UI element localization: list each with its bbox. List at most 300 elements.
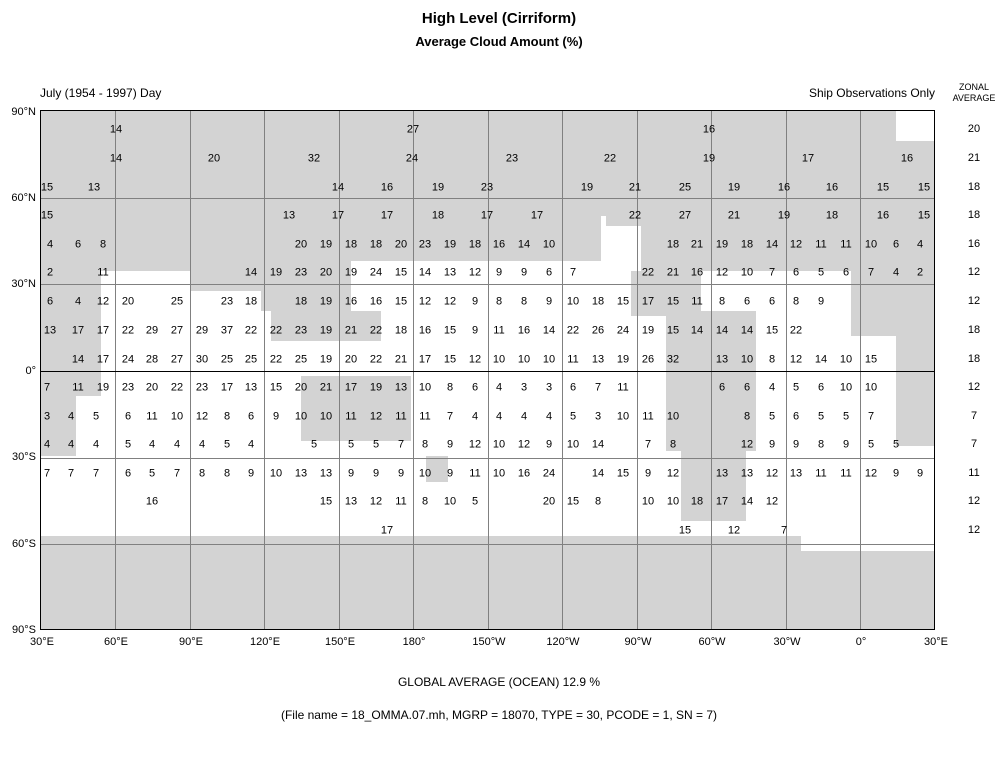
- zonal-average-value: 12: [967, 524, 981, 536]
- cloud-amount-cell: 15: [443, 324, 457, 337]
- xlabel-30E-right: 30°E: [924, 636, 948, 648]
- cloud-amount-cell: 24: [405, 152, 419, 165]
- cloud-amount-cell: 12: [727, 524, 741, 537]
- cloud-amount-cell: 7: [43, 381, 51, 394]
- cloud-amount-cell: 10: [492, 467, 506, 480]
- cloud-amount-cell: 12: [740, 438, 754, 451]
- zonal-average-value: 18: [967, 181, 981, 193]
- cloud-amount-cell: 10: [740, 353, 754, 366]
- cloud-amount-cell: 17: [418, 353, 432, 366]
- cloud-amount-cell: 14: [109, 123, 123, 136]
- cloud-amount-cell: 18: [591, 295, 605, 308]
- cloud-amount-cell: 12: [517, 438, 531, 451]
- cloud-amount-cell: 11: [493, 324, 505, 337]
- cloud-amount-cell: 14: [591, 467, 605, 480]
- ylabel-30N: 30°N: [11, 278, 36, 290]
- xlabel-60W: 60°W: [698, 636, 726, 648]
- cloud-amount-cell: 17: [344, 381, 358, 394]
- cloud-amount-cell: 9: [495, 266, 503, 279]
- cloud-amount-cell: 9: [644, 467, 652, 480]
- cloud-amount-cell: 8: [446, 381, 454, 394]
- cloud-amount-cell: 23: [294, 324, 308, 337]
- gridline-lat-60N: [41, 198, 934, 199]
- cloud-amount-cell: 24: [542, 467, 556, 480]
- cloud-amount-cell: 18: [394, 324, 408, 337]
- cloud-amount-cell: 17: [96, 353, 110, 366]
- cloud-amount-cell: 9: [471, 324, 479, 337]
- cloud-amount-cell: 12: [195, 410, 209, 423]
- cloud-amount-cell: 12: [418, 295, 432, 308]
- cloud-amount-cell: 4: [471, 410, 479, 423]
- period-label: July (1954 - 1997) Day: [40, 86, 162, 100]
- cloud-amount-cell: 18: [740, 238, 754, 251]
- zonal-average-value: 18: [967, 209, 981, 221]
- cloud-amount-cell: 22: [628, 209, 642, 222]
- cloud-amount-cell: 12: [864, 467, 878, 480]
- cloud-amount-cell: 6: [792, 266, 800, 279]
- cloud-amount-cell: 22: [369, 324, 383, 337]
- cloud-amount-cell: 14: [418, 266, 432, 279]
- cloud-amount-cell: 7: [867, 266, 875, 279]
- cloud-amount-cell: 7: [569, 266, 577, 279]
- cloud-amount-cell: 7: [594, 381, 602, 394]
- zonal-average-value: 20: [967, 123, 981, 135]
- cloud-amount-cell: 11: [395, 410, 407, 423]
- cloud-amount-cell: 6: [569, 381, 577, 394]
- cloud-amount-cell: 4: [67, 410, 75, 423]
- cloud-amount-cell: 14: [814, 353, 828, 366]
- cloud-amount-cell: 4: [148, 438, 156, 451]
- cloud-amount-cell: 19: [616, 353, 630, 366]
- cloud-amount-cell: 8: [817, 438, 825, 451]
- cloud-amount-cell: 27: [170, 324, 184, 337]
- cloud-amount-cell: 18: [468, 238, 482, 251]
- gridline-lon-120W: [562, 111, 563, 629]
- cloud-amount-cell: 13: [294, 467, 308, 480]
- cloud-amount-cell: 17: [801, 152, 815, 165]
- cloud-amount-cell: 16: [517, 324, 531, 337]
- cloud-amount-cell: 10: [641, 495, 655, 508]
- cloud-amount-cell: 14: [765, 238, 779, 251]
- cloud-amount-cell: 32: [307, 152, 321, 165]
- xlabel-0: 0°: [855, 636, 867, 648]
- cloud-amount-cell: 5: [372, 438, 380, 451]
- cloud-amount-cell: 17: [380, 524, 394, 537]
- cloud-amount-cell: 15: [443, 353, 457, 366]
- page-subtitle: Average Cloud Amount (%): [415, 34, 583, 49]
- cloud-amount-cell: 10: [864, 381, 878, 394]
- cloud-amount-cell: 9: [768, 438, 776, 451]
- cloud-amount-cell: 23: [294, 266, 308, 279]
- cloud-amount-cell: 11: [146, 410, 158, 423]
- cloud-amount-cell: 15: [319, 495, 333, 508]
- ylabel-60N: 60°N: [11, 192, 36, 204]
- cloud-amount-cell: 6: [124, 410, 132, 423]
- cloud-amount-cell: 10: [864, 238, 878, 251]
- zonal-average-value: 11: [968, 467, 980, 479]
- cloud-amount-cell: 4: [74, 295, 82, 308]
- cloud-amount-cell: 8: [99, 238, 107, 251]
- xlabel-60E: 60°E: [104, 636, 128, 648]
- cloud-amount-cell: 10: [418, 467, 432, 480]
- cloud-amount-cell: 12: [468, 266, 482, 279]
- cloud-amount-cell: 10: [666, 410, 680, 423]
- land-india: [191, 231, 261, 291]
- cloud-amount-cell: 21: [319, 381, 333, 394]
- global-average-label: GLOBAL AVERAGE (OCEAN) 12.9 %: [397, 675, 601, 689]
- cloud-amount-cell: 5: [817, 410, 825, 423]
- cloud-amount-cell: 8: [669, 438, 677, 451]
- cloud-amount-cell: 4: [520, 410, 528, 423]
- cloud-amount-cell: 20: [121, 295, 135, 308]
- cloud-amount-cell: 12: [715, 266, 729, 279]
- cloud-amount-cell: 30: [195, 353, 209, 366]
- cloud-amount-cell: 20: [394, 238, 408, 251]
- cloud-amount-cell: 25: [294, 353, 308, 366]
- cloud-amount-cell: 11: [97, 266, 109, 279]
- cloud-amount-cell: 15: [269, 381, 283, 394]
- cloud-amount-cell: 9: [397, 467, 405, 480]
- land-southamerica-2: [681, 341, 746, 521]
- cloud-amount-cell: 12: [789, 238, 803, 251]
- cloud-amount-cell: 16: [900, 152, 914, 165]
- cloud-amount-cell: 6: [471, 381, 479, 394]
- cloud-amount-cell: 16: [380, 181, 394, 194]
- cloud-amount-cell: 22: [170, 381, 184, 394]
- gridline-lon-90E: [190, 111, 191, 629]
- cloud-amount-cell: 4: [46, 238, 54, 251]
- cloud-amount-cell: 17: [641, 295, 655, 308]
- cloud-amount-cell: 10: [517, 353, 531, 366]
- gridline-lon-120E: [264, 111, 265, 629]
- cloud-amount-cell: 16: [145, 495, 159, 508]
- cloud-amount-cell: 14: [542, 324, 556, 337]
- cloud-amount-cell: 4: [43, 438, 51, 451]
- cloud-amount-cell: 18: [431, 209, 445, 222]
- cloud-amount-cell: 9: [247, 467, 255, 480]
- cloud-amount-cell: 10: [294, 410, 308, 423]
- cloud-amount-cell: 10: [542, 353, 556, 366]
- cloud-amount-cell: 29: [145, 324, 159, 337]
- cloud-amount-cell: 25: [244, 353, 258, 366]
- cloud-amount-cell: 16: [344, 295, 358, 308]
- cloud-amount-cell: 9: [545, 295, 553, 308]
- cloud-amount-cell: 23: [480, 181, 494, 194]
- cloud-amount-cell: 19: [580, 181, 594, 194]
- cloud-amount-cell: 3: [545, 381, 553, 394]
- cloud-amount-cell: 9: [446, 438, 454, 451]
- zonal-average-value: 12: [967, 295, 981, 307]
- cloud-amount-cell: 21: [666, 266, 680, 279]
- cloud-amount-cell: 20: [319, 266, 333, 279]
- gridline-lon-60E: [115, 111, 116, 629]
- cloud-amount-cell: 7: [173, 467, 181, 480]
- gridline-lat-30N: [41, 284, 934, 285]
- cloud-amount-cell: 15: [394, 266, 408, 279]
- cloud-amount-cell: 20: [294, 238, 308, 251]
- cloud-amount-cell: 15: [616, 295, 630, 308]
- cloud-amount-cell: 19: [319, 353, 333, 366]
- cloud-amount-cell: 19: [96, 381, 110, 394]
- cloud-amount-cell: 22: [269, 353, 283, 366]
- cloud-amount-cell: 23: [220, 295, 234, 308]
- xlabel-150W: 150°W: [472, 636, 506, 648]
- gridline-lon-0: [860, 111, 861, 629]
- cloud-amount-cell: 12: [96, 295, 110, 308]
- cloud-amount-cell: 9: [792, 438, 800, 451]
- xlabel-90E: 90°E: [179, 636, 203, 648]
- cloud-amount-cell: 27: [406, 123, 420, 136]
- cloud-amount-cell: 19: [443, 238, 457, 251]
- cloud-amount-cell: 8: [421, 495, 429, 508]
- cloud-amount-cell: 6: [46, 295, 54, 308]
- cloud-amount-cell: 11: [815, 467, 827, 480]
- ylabel-0: 0°: [25, 365, 36, 377]
- cloud-amount-cell: 12: [666, 467, 680, 480]
- cloud-amount-cell: 12: [369, 410, 383, 423]
- cloud-amount-cell: 8: [223, 467, 231, 480]
- cloud-amount-cell: 8: [594, 495, 602, 508]
- cloud-amount-cell: 5: [124, 438, 132, 451]
- cloud-amount-cell: 8: [768, 353, 776, 366]
- cloud-amount-cell: 7: [446, 410, 454, 423]
- cloud-amount-cell: 13: [87, 181, 101, 194]
- zonal-average-value: 7: [970, 438, 978, 450]
- zonal-average-value: 12: [967, 381, 981, 393]
- cloud-amount-cell: 18: [690, 495, 704, 508]
- cloud-amount-cell: 29: [195, 324, 209, 337]
- cloud-amount-cell: 9: [471, 295, 479, 308]
- cloud-amount-cell: 9: [842, 438, 850, 451]
- cloud-amount-cell: 7: [92, 467, 100, 480]
- zonal-average-value: 7: [970, 410, 978, 422]
- zonal-average-value: 16: [967, 238, 981, 250]
- cloud-amount-cell: 26: [641, 353, 655, 366]
- cloud-amount-cell: 9: [545, 438, 553, 451]
- cloud-amount-cell: 24: [369, 266, 383, 279]
- cloud-amount-cell: 5: [842, 410, 850, 423]
- cloud-amount-cell: 21: [344, 324, 358, 337]
- cloud-amount-cell: 2: [46, 266, 54, 279]
- xlabel-180: 180°: [402, 636, 426, 648]
- cloud-amount-cell: 15: [566, 495, 580, 508]
- page-title: High Level (Cirriform): [421, 10, 577, 27]
- cloud-amount-cell: 6: [743, 295, 751, 308]
- cloud-amount-cell: 37: [220, 324, 234, 337]
- source-label: Ship Observations Only: [808, 86, 935, 100]
- cloud-amount-cell: 18: [369, 238, 383, 251]
- cloud-amount-cell: 6: [842, 266, 850, 279]
- cloud-amount-cell: 27: [678, 209, 692, 222]
- cloud-amount-cell: 8: [223, 410, 231, 423]
- cloud-amount-cell: 10: [616, 410, 630, 423]
- cloud-amount-cell: 7: [768, 266, 776, 279]
- cloud-amount-cell: 2: [916, 266, 924, 279]
- cloud-amount-cell: 14: [740, 324, 754, 337]
- cloud-amount-cell: 10: [839, 381, 853, 394]
- cloud-amount-cell: 19: [727, 181, 741, 194]
- cloud-amount-cell: 14: [715, 324, 729, 337]
- cloud-amount-cell: 13: [715, 467, 729, 480]
- cloud-amount-cell: 21: [690, 238, 704, 251]
- cloud-amount-cell: 11: [469, 467, 481, 480]
- cloud-amount-cell: 10: [492, 438, 506, 451]
- cloud-amount-cell: 19: [777, 209, 791, 222]
- cloud-amount-cell: 15: [765, 324, 779, 337]
- cloud-amount-cell: 19: [431, 181, 445, 194]
- cloud-amount-cell: 3: [43, 410, 51, 423]
- cloud-amount-cell: 12: [468, 353, 482, 366]
- cloud-amount-cell: 10: [443, 495, 457, 508]
- cloud-amount-cell: 8: [421, 438, 429, 451]
- cloud-amount-cell: 19: [344, 266, 358, 279]
- cloud-amount-cell: 14: [244, 266, 258, 279]
- cloud-amount-cell: 17: [480, 209, 494, 222]
- gridline-lat-60S: [41, 544, 934, 545]
- cloud-amount-cell: 10: [666, 495, 680, 508]
- cloud-amount-cell: 20: [344, 353, 358, 366]
- ylabel-60S: 60°S: [12, 538, 36, 550]
- cloud-amount-cell: 6: [545, 266, 553, 279]
- cloud-amount-cell: 9: [817, 295, 825, 308]
- zonal-average-value: 18: [967, 324, 981, 336]
- cloud-amount-cell: 16: [492, 238, 506, 251]
- xlabel-120W: 120°W: [546, 636, 580, 648]
- gridline-lat-30S: [41, 458, 934, 459]
- cloud-amount-cell: 27: [170, 353, 184, 366]
- cloud-amount-cell: 22: [369, 353, 383, 366]
- cloud-amount-cell: 13: [740, 467, 754, 480]
- cloud-amount-cell: 11: [617, 381, 629, 394]
- cloud-amount-cell: 23: [418, 238, 432, 251]
- cloud-amount-cell: 6: [718, 381, 726, 394]
- cloud-amount-cell: 14: [740, 495, 754, 508]
- cloud-amount-cell: 17: [715, 495, 729, 508]
- world-map-heatmap: [40, 110, 935, 630]
- cloud-amount-cell: 6: [743, 381, 751, 394]
- cloud-amount-cell: 12: [789, 353, 803, 366]
- cloud-amount-cell: 19: [319, 324, 333, 337]
- cloud-amount-cell: 16: [777, 181, 791, 194]
- cloud-amount-cell: 7: [780, 524, 788, 537]
- cloud-amount-cell: 5: [792, 381, 800, 394]
- cloud-amount-cell: 10: [492, 353, 506, 366]
- cloud-amount-cell: 6: [124, 467, 132, 480]
- cloud-amount-cell: 17: [380, 209, 394, 222]
- zonal-average-value: 21: [967, 152, 981, 164]
- cloud-amount-cell: 11: [345, 410, 357, 423]
- cloud-amount-cell: 20: [294, 381, 308, 394]
- land-arabia: [71, 211, 191, 271]
- cloud-amount-cell: 22: [566, 324, 580, 337]
- land-antarctica-2: [41, 536, 801, 630]
- cloud-amount-cell: 19: [319, 295, 333, 308]
- cloud-amount-cell: 23: [195, 381, 209, 394]
- cloud-amount-cell: 15: [394, 295, 408, 308]
- cloud-amount-cell: 3: [520, 381, 528, 394]
- cloud-amount-cell: 26: [591, 324, 605, 337]
- cloud-amount-cell: 15: [917, 209, 931, 222]
- cloud-amount-cell: 4: [92, 438, 100, 451]
- cloud-amount-cell: 5: [148, 467, 156, 480]
- cloud-amount-cell: 24: [616, 324, 630, 337]
- cloud-amount-cell: 11: [72, 381, 84, 394]
- cloud-amount-cell: 16: [702, 123, 716, 136]
- cloud-amount-cell: 9: [892, 467, 900, 480]
- cloud-amount-cell: 10: [740, 266, 754, 279]
- cloud-amount-cell: 19: [369, 381, 383, 394]
- cloud-amount-cell: 13: [789, 467, 803, 480]
- cloud-amount-cell: 20: [542, 495, 556, 508]
- cloud-amount-cell: 14: [591, 438, 605, 451]
- cloud-amount-cell: 16: [517, 467, 531, 480]
- cloud-amount-cell: 23: [505, 152, 519, 165]
- cloud-amount-cell: 5: [892, 438, 900, 451]
- zonal-average-value: 12: [967, 266, 981, 278]
- cloud-amount-cell: 20: [207, 152, 221, 165]
- cloud-amount-cell: 7: [397, 438, 405, 451]
- cloud-amount-cell: 6: [817, 381, 825, 394]
- gridline-lon-180: [413, 111, 414, 629]
- cloud-amount-cell: 4: [67, 438, 75, 451]
- cloud-amount-cell: 10: [566, 295, 580, 308]
- cloud-amount-cell: 12: [765, 495, 779, 508]
- cloud-amount-cell: 4: [247, 438, 255, 451]
- gridline-lon-60W: [711, 111, 712, 629]
- cloud-amount-cell: 14: [71, 353, 85, 366]
- cloud-amount-cell: 5: [223, 438, 231, 451]
- gridline-equator: [41, 371, 934, 372]
- filename-label: (File name = 18_OMMA.07.mh, MGRP = 18070, TYPE = 30, PCODE = 1, SN = 7): [280, 708, 718, 722]
- zonal-average-value: 12: [967, 495, 981, 507]
- cloud-amount-cell: 10: [839, 353, 853, 366]
- cloud-amount-cell: 17: [96, 324, 110, 337]
- cloud-amount-cell: 18: [294, 295, 308, 308]
- cloud-amount-cell: 22: [269, 324, 283, 337]
- cloud-amount-cell: 5: [347, 438, 355, 451]
- ylabel-90N: 90°N: [11, 106, 36, 118]
- cloud-amount-cell: 15: [678, 524, 692, 537]
- cloud-amount-cell: 7: [67, 467, 75, 480]
- cloud-amount-cell: 20: [145, 381, 159, 394]
- cloud-amount-cell: 11: [840, 238, 852, 251]
- xlabel-30W: 30°W: [773, 636, 801, 648]
- cloud-amount-cell: 9: [916, 467, 924, 480]
- cloud-amount-cell: 11: [691, 295, 703, 308]
- cloud-amount-cell: 15: [40, 181, 54, 194]
- xlabel-120E: 120°E: [249, 636, 281, 648]
- cloud-amount-cell: 9: [372, 467, 380, 480]
- xlabel-90W: 90°W: [624, 636, 652, 648]
- cloud-amount-cell: 8: [718, 295, 726, 308]
- cloud-amount-cell: 18: [666, 238, 680, 251]
- zonal-average-header: [950, 82, 998, 104]
- cloud-amount-cell: 13: [244, 381, 258, 394]
- cloud-amount-cell: 17: [530, 209, 544, 222]
- cloud-amount-cell: 16: [418, 324, 432, 337]
- cloud-amount-cell: 15: [40, 209, 54, 222]
- cloud-amount-cell: 4: [198, 438, 206, 451]
- cloud-amount-cell: 6: [792, 410, 800, 423]
- cloud-amount-cell: 14: [690, 324, 704, 337]
- cloud-amount-cell: 22: [789, 324, 803, 337]
- cloud-amount-cell: 12: [765, 467, 779, 480]
- cloud-amount-cell: 32: [666, 353, 680, 366]
- xlabel-150E: 150°E: [324, 636, 356, 648]
- cloud-amount-cell: 13: [43, 324, 57, 337]
- cloud-amount-cell: 4: [916, 238, 924, 251]
- cloud-amount-cell: 8: [743, 410, 751, 423]
